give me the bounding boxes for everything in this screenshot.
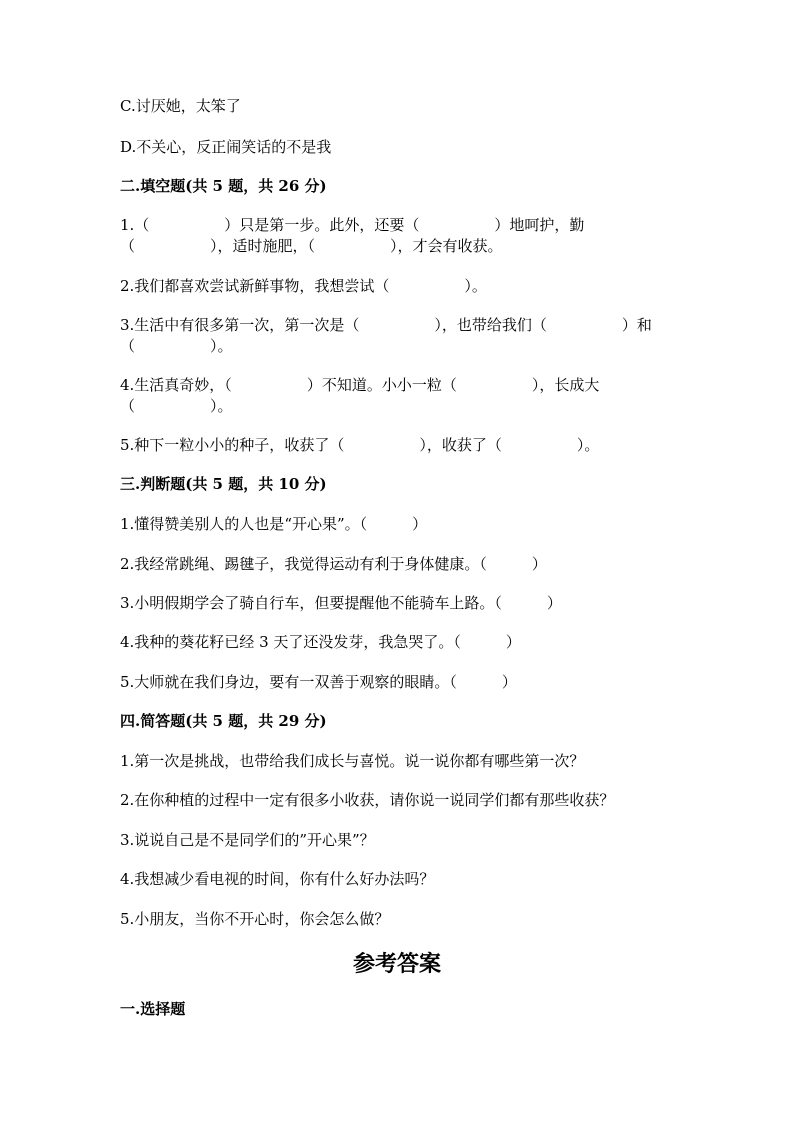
short-answer-heading: 四.简答题(共 5 题，共 29 分) [120, 712, 327, 730]
short-answer-q1: 1.第一次是挑战，也带给我们成长与喜悦。说一说你都有哪些第一次？ [120, 752, 585, 770]
fill-blank-q2: 2.我们都喜欢尝试新鲜事物，我想尝试（ ）。 [120, 277, 487, 295]
short-answer-q4: 4.我想减少看电视的时间，你有什么好办法吗？ [120, 870, 435, 888]
fill-blank-q3-line2: （ ）。 [120, 337, 233, 355]
answers-title: 参考答案 [352, 951, 441, 977]
fill-blank-heading: 二.填空题(共 5 题，共 26 分) [120, 177, 327, 195]
option-d: D.不关心，反正闹笑话的不是我 [120, 138, 332, 156]
true-false-q5: 5.大师就在我们身边，要有一双善于观察的眼睛。（ ） [120, 673, 517, 691]
answers-section1-heading: 一.选择题 [120, 1000, 186, 1018]
fill-blank-q1-line2: （ ），适时施肥，（ ），才会有收获。 [120, 237, 503, 255]
short-answer-q2: 2.在你种植的过程中一定有很多小收获，请你说一说同学们都有那些收获？ [120, 791, 615, 809]
fill-blank-q1-line1: 1.（ ）只是第一步。此外，还要（ ）地呵护，勤 [120, 216, 585, 234]
true-false-q3: 3.小明假期学会了骑自行车，但要提醒他不能骑车上路。（ ） [120, 594, 562, 612]
true-false-heading: 三.判断题(共 5 题，共 10 分) [120, 475, 327, 493]
fill-blank-q5: 5.种下一粒小小的种子，收获了（ ），收获了（ ）。 [120, 436, 600, 454]
short-answer-q3: 3.说说自己是不是同学们的”开心果”？ [120, 831, 375, 849]
fill-blank-q4-line1: 4.生活真奇妙，（ ）不知道。小小一粒（ ），长成大 [120, 376, 600, 394]
true-false-q1: 1.懂得赞美别人的人也是“开心果”。（ ） [120, 515, 428, 533]
fill-blank-q4-line2: （ ）。 [120, 397, 233, 415]
true-false-q4: 4.我种的葵花籽已经 3 天了还没发芽，我急哭了。（ ） [120, 633, 521, 651]
fill-blank-q3-line1: 3.生活中有很多第一次，第一次是（ ），也带给我们（ ）和 [120, 316, 652, 334]
true-false-q2: 2.我经常跳绳、踢毽子，我觉得运动有利于身体健康。（ ） [120, 555, 547, 573]
option-c: C.讨厌她，太笨了 [120, 97, 241, 115]
short-answer-q5: 5.小朋友，当你不开心时，你会怎么做？ [120, 910, 390, 928]
